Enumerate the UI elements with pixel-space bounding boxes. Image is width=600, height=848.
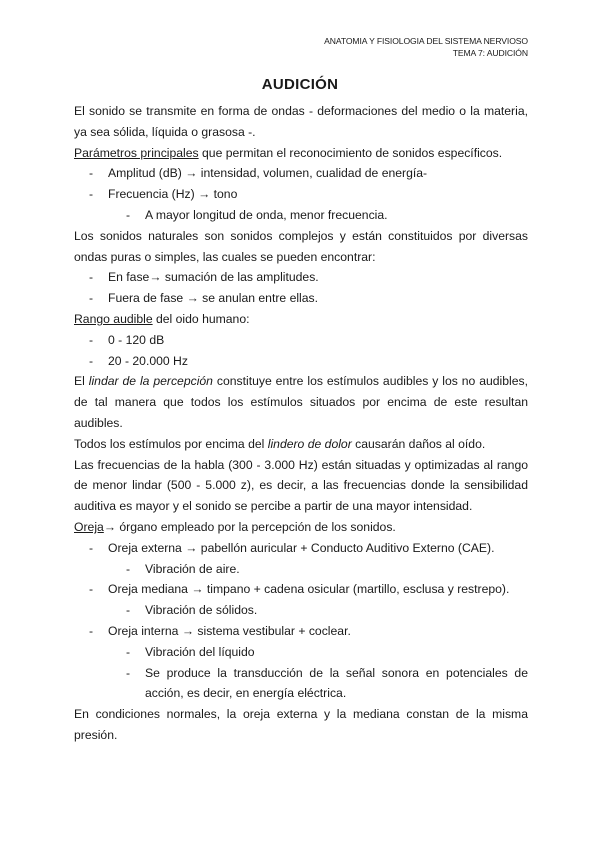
sub-list-item: - Se produce la transducción de la señal sonora en potenciales de acción, es decir, en energía eléctrica.	[74, 663, 528, 705]
document-body	[74, 101, 528, 746]
list-item: - Oreja mediana → timpano + cadena osicular (martillo, esclusa y restrepo).	[74, 579, 528, 600]
list-item: - 20 - 20.000 Hz	[74, 351, 528, 372]
list-item: - Fuera de fase → se anulan entre ellas.	[74, 288, 528, 309]
term-parametros: Parámetros principales	[74, 145, 199, 160]
list-item: - Oreja interna → sistema vestibular + coclear.	[74, 621, 528, 642]
paragraph-text: → órgano empleado por la percepción de los sonidos.	[103, 519, 396, 534]
page-header	[324, 35, 528, 59]
term-lindero-dolor: lindero de dolor	[267, 436, 352, 451]
sub-list-item: - Vibración de aire.	[74, 559, 528, 580]
paragraph-pressure: En condiciones normales, la oreja externa y la mediana constan de la misma presión.	[74, 707, 528, 742]
paragraph-text: El	[74, 374, 89, 389]
list-item: - En fase→ sumación de las amplitudes.	[74, 267, 528, 288]
paragraph-natural-sounds: Los sonidos naturales son sonidos complejos y están constituidos por diversas ondas puras o simples, las cuales se pueden encontrar:	[74, 228, 528, 264]
paragraph-text: causarán daños al oído.	[351, 436, 486, 451]
paragraph-pain	[74, 434, 528, 455]
header-topic: TEMA 7: AUDICIÓN	[452, 48, 528, 58]
paragraph-text: Todos los estímulos por encima del	[74, 436, 268, 451]
paragraph-parameters	[74, 143, 528, 164]
sub-list-item: - Vibración del líquido	[74, 642, 528, 663]
list-item: - Frecuencia (Hz) → tono	[74, 184, 528, 205]
page-title: AUDICIÓN	[261, 76, 339, 93]
paragraph-speech-frequencies: Las frecuencias de la habla (300 - 3.000 Hz) están situadas y optimizadas al rango de menor lindar (500 - 5.000 z), es decir, a las frecuencias donde la sensibilidad auditiva es mayor y el sonido se percibe a partir de una mayor intensidad.	[74, 457, 528, 514]
sub-list-item: - Vibración de sólidos.	[74, 600, 528, 621]
list-item: - Amplitud (dB) → intensidad, volumen, cualidad de energía-	[74, 163, 528, 184]
term-rango-audible: Rango audible	[74, 311, 153, 326]
paragraph-audible-range	[74, 309, 528, 330]
list-item: - 0 - 120 dB	[74, 330, 528, 351]
header-course: ANATOMIA Y FISIOLOGIA DEL SISTEMA NERVIOSO	[324, 36, 528, 46]
paragraph-text: que permitan el reconocimiento de sonidos específicos.	[198, 145, 503, 160]
paragraph-threshold	[74, 371, 528, 433]
term-lindar: lindar de la percepción	[88, 374, 213, 389]
sub-list-item: - A mayor longitud de onda, menor frecuencia.	[74, 205, 528, 226]
paragraph-text: constituye entre los estímulos audibles y los no audibles, de tal manera que todos los estímulos situados por encima de este resultan audibles.	[74, 374, 528, 430]
term-oreja: Oreja	[74, 519, 104, 534]
paragraph-text: del oido humano:	[152, 311, 250, 326]
paragraph-ear	[74, 517, 528, 538]
paragraph-intro: El sonido se transmite en forma de ondas - deformaciones del medio o la materia, ya sea sólida, líquida o grasosa -.	[74, 104, 528, 139]
list-item: - Oreja externa → pabellón auricular + Conducto Auditivo Externo (CAE).	[74, 538, 528, 559]
